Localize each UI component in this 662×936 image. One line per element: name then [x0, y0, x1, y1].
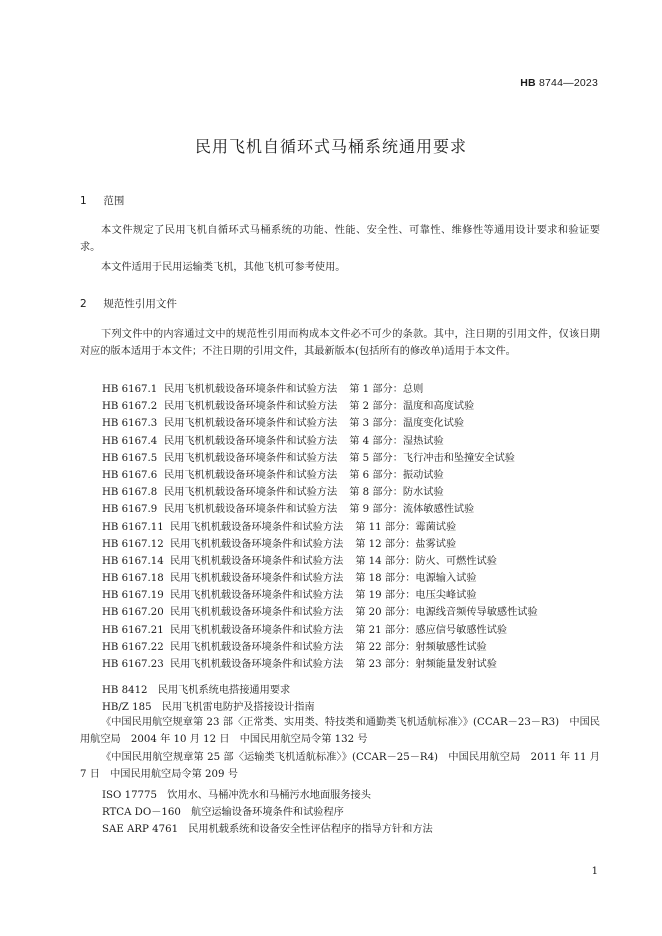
reference-code: HB 6167.23	[102, 659, 164, 670]
reference-code: HB 6167.14	[102, 555, 164, 567]
section-title: 范围	[103, 195, 125, 207]
reference-title: 民用飞机机载设备环境条件和试验方法	[170, 659, 344, 670]
reference-part: 第 21 部分：感应信号敏感性试验	[355, 624, 508, 636]
reference-part: 第 5 部分：飞行冲击和坠撞安全试验	[349, 452, 515, 464]
reference-item	[102, 415, 538, 432]
reference-code: HB 6167.2	[102, 401, 158, 413]
reference-part: 第 11 部分：霉菌试验	[355, 521, 457, 533]
reference-item	[102, 484, 538, 501]
reference-code: HB 6167.11	[102, 521, 164, 533]
reference-code: HB 6167.18	[102, 573, 164, 585]
section-1-heading	[80, 193, 124, 208]
reference-item	[102, 450, 538, 467]
reference-title: 民用飞机机载设备环境条件和试验方法	[170, 607, 344, 619]
page-number: 1	[591, 866, 598, 877]
reference-code: HB 6167.22	[102, 641, 164, 653]
reference-hbz185: HB/Z 185 民用飞机雷电防护及搭接设计指南	[102, 702, 315, 713]
reference-code: HB 6167.1	[102, 384, 158, 395]
reference-item	[102, 604, 538, 621]
reference-title: 民用飞机机载设备环境条件和试验方法	[170, 555, 344, 567]
reference-code: HB 6167.5	[102, 452, 158, 464]
reference-list	[102, 381, 538, 673]
reference-item	[102, 519, 538, 536]
reference-item	[102, 639, 538, 656]
reference-item	[102, 433, 538, 450]
section-title: 规范性引用文件	[103, 298, 177, 310]
reference-ccar25: 《中国民用航空规章第 25 部〈运输类飞机适航标准〉》(CCAR－25－R4) 中国民用航空局 2011 年 11 月 7 日 中国民用航空局令第 209 号	[80, 752, 600, 780]
reference-part: 第 19 部分：电压尖峰试验	[355, 590, 477, 602]
reference-title: 民用飞机机载设备环境条件和试验方法	[164, 418, 338, 430]
reference-code: HB 6167.21	[102, 624, 164, 636]
reference-item	[102, 536, 538, 553]
reference-code: HB 6167.4	[102, 435, 158, 447]
reference-item	[102, 467, 538, 484]
reference-item	[102, 501, 538, 518]
reference-code: HB 6167.8	[102, 487, 158, 499]
reference-rtca: RTCA DO－160 航空运输设备环境条件和试验程序	[102, 807, 344, 818]
reference-item	[102, 381, 538, 398]
reference-code: HB 6167.20	[102, 607, 164, 619]
reference-title: 民用飞机机载设备环境条件和试验方法	[170, 521, 344, 533]
reference-title: 民用飞机机载设备环境条件和试验方法	[164, 487, 338, 499]
reference-code: HB 6167.6	[102, 469, 158, 481]
reference-item	[102, 587, 538, 604]
reference-code: HB 6167.9	[102, 504, 158, 516]
section-2-heading	[80, 296, 177, 311]
reference-part: 第 14 部分：防火、可燃性试验	[355, 555, 497, 567]
section-number: 1	[80, 195, 87, 207]
reference-part: 第 2 部分：温度和高度试验	[349, 401, 475, 413]
reference-part: 第 12 部分：盐雾试验	[355, 538, 457, 550]
references-intro: 下列文件中的内容通过文中的规范性引用而构成本文件必不可少的条款。其中，注日期的引用文件，仅该日期对应的版本适用于本文件；不注日期的引用文件，其最新版本(包括所有的修改单)适用于本文件。	[80, 329, 600, 357]
reference-title: 民用飞机机载设备环境条件和试验方法	[164, 401, 338, 413]
reference-part: 第 22 部分：射频敏感性试验	[355, 641, 487, 653]
reference-sae: SAE ARP 4761 民用机载系统和设备安全性评估程序的指导方针和方法	[102, 824, 433, 835]
scope-applicability: 本文件适用于民用运输类飞机，其他飞机可参考使用。	[101, 262, 346, 273]
reference-part: 第 18 部分：电源输入试验	[355, 573, 477, 585]
reference-part: 第 3 部分：温度变化试验	[349, 418, 465, 430]
reference-item	[102, 570, 538, 587]
reference-hb8412: HB 8412 民用飞机系统电搭接通用要求	[102, 685, 291, 696]
reference-title: 民用飞机机载设备环境条件和试验方法	[164, 469, 338, 481]
reference-part: 第 23 部分：射频能量发射试验	[355, 659, 497, 670]
reference-title: 民用飞机机载设备环境条件和试验方法	[164, 384, 338, 395]
reference-part: 第 20 部分：电源线音频传导敏感性试验	[355, 607, 538, 619]
reference-part: 第 8 部分：防水试验	[349, 487, 444, 499]
reference-title: 民用飞机机载设备环境条件和试验方法	[164, 452, 338, 464]
reference-part: 第 9 部分：流体敏感性试验	[349, 504, 475, 516]
reference-item	[102, 656, 538, 673]
reference-ccar23: 《中国民用航空规章第 23 部〈正常类、实用类、特技类和通勤类飞机适航标准〉》(CCAR－23－R3) 中国民用航空局 2004 年 10 月 12 日 中国民用航空局令第 132 号	[80, 717, 600, 745]
reference-title: 民用飞机机载设备环境条件和试验方法	[170, 538, 344, 550]
reference-title: 民用飞机机载设备环境条件和试验方法	[170, 573, 344, 585]
standard-number	[520, 77, 598, 89]
reference-title: 民用飞机机载设备环境条件和试验方法	[170, 624, 344, 636]
reference-code: HB 6167.12	[102, 538, 164, 550]
reference-title: 民用飞机机载设备环境条件和试验方法	[164, 504, 338, 516]
reference-item	[102, 622, 538, 639]
reference-code: HB 6167.3	[102, 418, 158, 430]
document-title: 民用飞机自循环式马桶系统通用要求	[194, 137, 467, 156]
reference-title: 民用飞机机载设备环境条件和试验方法	[170, 590, 344, 602]
standard-prefix: HB	[520, 77, 536, 89]
scope-paragraph: 本文件规定了民用飞机自循环式马桶系统的功能、性能、安全性、可靠性、维修性等通用设计要求和验证要求。	[80, 225, 600, 253]
reference-part: 第 6 部分：振动试验	[349, 469, 444, 481]
reference-title: 民用飞机机载设备环境条件和试验方法	[164, 435, 338, 447]
reference-item	[102, 398, 538, 415]
section-number: 2	[80, 298, 87, 310]
standard-code: 8744—2023	[538, 77, 598, 89]
reference-iso17775: ISO 17775 饮用水、马桶冲洗水和马桶污水地面服务接头	[102, 790, 371, 801]
reference-item	[102, 553, 538, 570]
reference-code: HB 6167.19	[102, 590, 164, 602]
reference-title: 民用飞机机载设备环境条件和试验方法	[170, 641, 344, 653]
reference-part: 第 1 部分：总则	[349, 384, 424, 395]
reference-part: 第 4 部分：湿热试验	[349, 435, 444, 447]
